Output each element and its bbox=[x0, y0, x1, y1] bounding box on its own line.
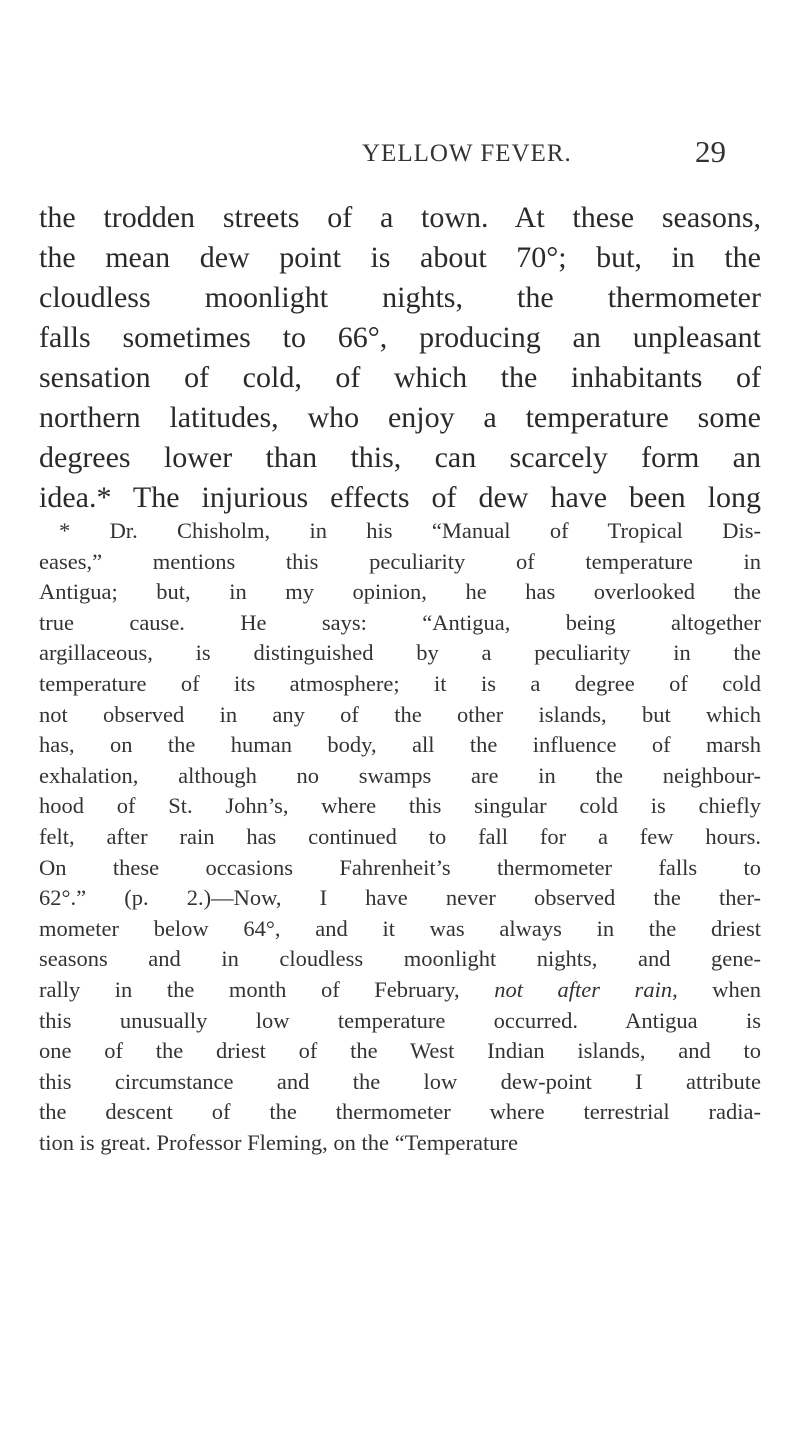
footnote-text: when bbox=[712, 976, 762, 1002]
footnote-text: rally in the month of February, bbox=[39, 976, 460, 1002]
footnote-line: true cause. He says: “Antigua, being altogether bbox=[39, 609, 761, 635]
main-paragraph bbox=[39, 198, 761, 518]
footnote-line: temperature of its atmosphere; it is a degree of cold bbox=[39, 670, 761, 696]
footnote-line: * Dr. Chisholm, in his “Manual of Tropical Dis- bbox=[59, 518, 761, 543]
footnote-line: eases,” mentions this peculiarity of temperature in bbox=[39, 548, 761, 574]
footnote-line: has, on the human body, all the influence of marsh bbox=[39, 732, 761, 758]
footnote-line: argillaceous, is distinguished by a peculiarity in the bbox=[39, 640, 761, 666]
footnote-line: this circumstance and the low dew-point I attribute bbox=[39, 1068, 761, 1094]
footnote-line: Antigua; but, in my opinion, he has overlooked the bbox=[39, 579, 761, 605]
text-line: cloudless moonlight nights, the thermometer bbox=[39, 281, 761, 314]
text-line: the mean dew point is about 70°; but, in the bbox=[39, 241, 761, 274]
page-number: 29 bbox=[695, 134, 726, 169]
running-head bbox=[0, 134, 800, 180]
text-line: northern latitudes, who enjoy a temperature some bbox=[39, 401, 761, 434]
footnote-line: seasons and in cloudless moonlight nights, and gene- bbox=[39, 946, 761, 972]
footnote-line: 62°.” (p. 2.)—Now, I have never observed the ther- bbox=[39, 885, 761, 911]
footnote-italic-text: not after rain, bbox=[494, 976, 678, 1002]
text-line: degrees lower than this, can scarcely form an bbox=[39, 441, 761, 474]
footnote-line: exhalation, although no swamps are in the neighbour- bbox=[39, 762, 761, 788]
footnote-line: the descent of the thermometer where terrestrial radia- bbox=[39, 1099, 761, 1125]
footnote-line bbox=[39, 975, 761, 1006]
running-title: YELLOW FEVER. bbox=[362, 140, 572, 167]
footnote bbox=[39, 516, 761, 1158]
footnote-line: mometer below 64°, and it was always in the driest bbox=[39, 915, 761, 941]
text-line: falls sometimes to 66°, producing an unpleasant bbox=[39, 321, 761, 354]
text-line: the trodden streets of a town. At these seasons, bbox=[39, 201, 761, 234]
footnote-line: On these occasions Fahrenheit’s thermometer falls to bbox=[39, 854, 761, 880]
footnote-line: tion is great. Professor Fleming, on the “Temperature bbox=[39, 1129, 518, 1155]
footnote-line: not observed in any of the other islands, but which bbox=[39, 701, 761, 727]
footnote-line: this unusually low temperature occurred. Antigua is bbox=[39, 1007, 761, 1033]
footnote-line: felt, after rain has continued to fall for a few hours. bbox=[39, 823, 761, 849]
footnote-line: hood of St. John’s, where this singular cold is chiefly bbox=[39, 793, 761, 819]
text-line: sensation of cold, of which the inhabitants of bbox=[39, 361, 761, 394]
footnote-line: one of the driest of the West Indian islands, and to bbox=[39, 1038, 761, 1064]
text-line: idea.* The injurious effects of dew have been long bbox=[39, 481, 761, 514]
